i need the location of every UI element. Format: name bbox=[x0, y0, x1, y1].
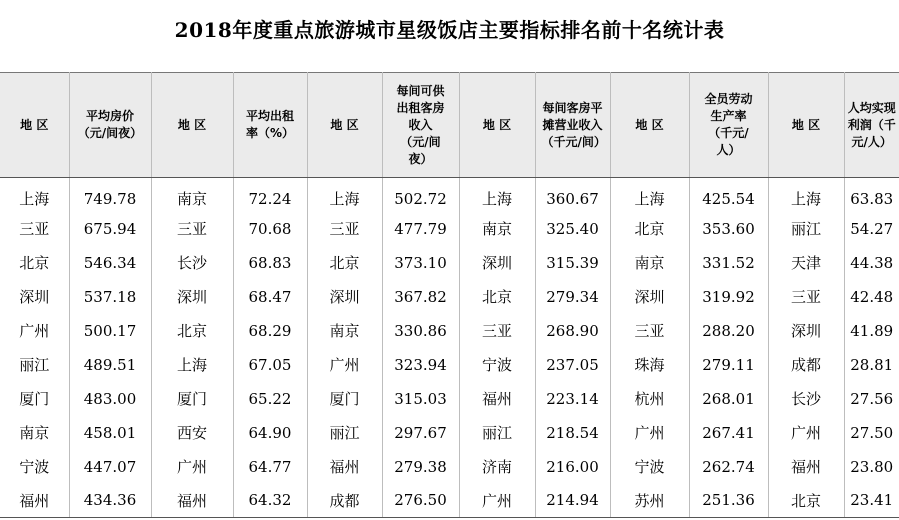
cell-region: 三亚 bbox=[768, 280, 844, 314]
cell-region: 北京 bbox=[768, 484, 844, 518]
cell-revenue-per-room: 279.34 bbox=[535, 280, 610, 314]
table-row bbox=[0, 416, 899, 450]
cell-region: 深圳 bbox=[459, 246, 535, 280]
cell-region: 北京 bbox=[459, 280, 535, 314]
cell-revpar: 297.67 bbox=[382, 416, 459, 450]
table-row bbox=[0, 178, 899, 212]
cell-labor-productivity: 279.11 bbox=[689, 348, 768, 382]
table-body bbox=[0, 178, 899, 518]
col-header-region bbox=[151, 73, 233, 178]
col-header-region bbox=[307, 73, 382, 178]
cell-profit-per-capita: 54.27 bbox=[844, 212, 899, 246]
cell-revenue-per-room: 216.00 bbox=[535, 450, 610, 484]
cell-region: 宁波 bbox=[459, 348, 535, 382]
col-header-label: 每间客房平摊营业收入（千元/间） bbox=[541, 100, 606, 149]
col-header-label: 地 区 bbox=[20, 117, 49, 132]
cell-region: 西安 bbox=[151, 416, 233, 450]
cell-region: 北京 bbox=[151, 314, 233, 348]
cell-region: 南京 bbox=[459, 212, 535, 246]
cell-occupancy-rate: 68.83 bbox=[233, 246, 307, 280]
table-row bbox=[0, 450, 899, 484]
cell-region: 福州 bbox=[459, 382, 535, 416]
cell-avg-room-price: 483.00 bbox=[69, 382, 151, 416]
statistics-table bbox=[0, 72, 899, 518]
col-header-region bbox=[0, 73, 69, 178]
cell-region: 广州 bbox=[307, 348, 382, 382]
cell-labor-productivity: 262.74 bbox=[689, 450, 768, 484]
cell-region: 广州 bbox=[0, 314, 69, 348]
col-header-revenue-per-room bbox=[535, 73, 610, 178]
cell-region: 上海 bbox=[768, 178, 844, 212]
cell-region: 北京 bbox=[307, 246, 382, 280]
cell-region: 深圳 bbox=[0, 280, 69, 314]
cell-region: 成都 bbox=[768, 348, 844, 382]
col-header-profit-per-capita bbox=[844, 73, 899, 178]
cell-revenue-per-room: 214.94 bbox=[535, 484, 610, 518]
cell-region: 珠海 bbox=[610, 348, 689, 382]
cell-region: 宁波 bbox=[610, 450, 689, 484]
col-header-label: 地 区 bbox=[635, 117, 664, 132]
cell-region: 上海 bbox=[307, 178, 382, 212]
col-header-label: 地 区 bbox=[330, 117, 359, 132]
cell-revenue-per-room: 237.05 bbox=[535, 348, 610, 382]
cell-region: 厦门 bbox=[307, 382, 382, 416]
cell-profit-per-capita: 41.89 bbox=[844, 314, 899, 348]
cell-revpar: 477.79 bbox=[382, 212, 459, 246]
cell-region: 深圳 bbox=[610, 280, 689, 314]
cell-region: 济南 bbox=[459, 450, 535, 484]
cell-avg-room-price: 537.18 bbox=[69, 280, 151, 314]
cell-revenue-per-room: 218.54 bbox=[535, 416, 610, 450]
cell-profit-per-capita: 28.81 bbox=[844, 348, 899, 382]
col-header-label: 地 区 bbox=[482, 117, 512, 132]
cell-labor-productivity: 267.41 bbox=[689, 416, 768, 450]
cell-revenue-per-room: 223.14 bbox=[535, 382, 610, 416]
cell-occupancy-rate: 64.90 bbox=[233, 416, 307, 450]
col-header-revpar bbox=[382, 73, 459, 178]
cell-region: 三亚 bbox=[307, 212, 382, 246]
cell-occupancy-rate: 64.32 bbox=[233, 484, 307, 518]
cell-avg-room-price: 546.34 bbox=[69, 246, 151, 280]
cell-avg-room-price: 675.94 bbox=[69, 212, 151, 246]
cell-region: 厦门 bbox=[0, 382, 69, 416]
cell-region: 北京 bbox=[610, 212, 689, 246]
cell-revpar: 367.82 bbox=[382, 280, 459, 314]
col-header-occupancy-rate bbox=[233, 73, 307, 178]
table-row bbox=[0, 314, 899, 348]
cell-revenue-per-room: 268.90 bbox=[535, 314, 610, 348]
col-header-region bbox=[768, 73, 844, 178]
cell-region: 丽江 bbox=[0, 348, 69, 382]
cell-region: 广州 bbox=[459, 484, 535, 518]
cell-region: 福州 bbox=[0, 484, 69, 518]
cell-region: 上海 bbox=[0, 178, 69, 212]
cell-revpar: 502.72 bbox=[382, 178, 459, 212]
col-header-region bbox=[459, 73, 535, 178]
cell-occupancy-rate: 67.05 bbox=[233, 348, 307, 382]
cell-revpar: 315.03 bbox=[382, 382, 459, 416]
col-header-label: 平均出租率（%） bbox=[245, 109, 295, 140]
cell-profit-per-capita: 23.80 bbox=[844, 450, 899, 484]
cell-profit-per-capita: 42.48 bbox=[844, 280, 899, 314]
cell-occupancy-rate: 68.29 bbox=[233, 314, 307, 348]
col-header-label: 平均房价（元/间夜） bbox=[77, 109, 143, 140]
cell-avg-room-price: 434.36 bbox=[69, 484, 151, 518]
cell-region: 厦门 bbox=[151, 382, 233, 416]
cell-occupancy-rate: 72.24 bbox=[233, 178, 307, 212]
cell-avg-room-price: 447.07 bbox=[69, 450, 151, 484]
cell-occupancy-rate: 70.68 bbox=[233, 212, 307, 246]
cell-region: 三亚 bbox=[151, 212, 233, 246]
cell-labor-productivity: 319.92 bbox=[689, 280, 768, 314]
col-header-label: 地 区 bbox=[177, 117, 207, 132]
cell-region: 长沙 bbox=[768, 382, 844, 416]
cell-occupancy-rate: 65.22 bbox=[233, 382, 307, 416]
cell-region: 南京 bbox=[0, 416, 69, 450]
cell-region: 广州 bbox=[610, 416, 689, 450]
cell-region: 苏州 bbox=[610, 484, 689, 518]
cell-region: 深圳 bbox=[307, 280, 382, 314]
cell-region: 三亚 bbox=[459, 314, 535, 348]
cell-region: 南京 bbox=[307, 314, 382, 348]
cell-region: 杭州 bbox=[610, 382, 689, 416]
table-row bbox=[0, 212, 899, 246]
cell-revpar: 330.86 bbox=[382, 314, 459, 348]
cell-region: 广州 bbox=[151, 450, 233, 484]
cell-occupancy-rate: 68.47 bbox=[233, 280, 307, 314]
cell-region: 南京 bbox=[151, 178, 233, 212]
cell-region: 上海 bbox=[151, 348, 233, 382]
table-row bbox=[0, 348, 899, 382]
table-row bbox=[0, 484, 899, 518]
cell-avg-room-price: 489.51 bbox=[69, 348, 151, 382]
cell-avg-room-price: 749.78 bbox=[69, 178, 151, 212]
cell-region: 丽江 bbox=[459, 416, 535, 450]
cell-labor-productivity: 268.01 bbox=[689, 382, 768, 416]
cell-region: 成都 bbox=[307, 484, 382, 518]
col-header-avg-room-price bbox=[69, 73, 151, 178]
cell-labor-productivity: 425.54 bbox=[689, 178, 768, 212]
col-header-label: 每间可供出租客房收入（元/间夜） bbox=[396, 83, 445, 166]
cell-region: 深圳 bbox=[151, 280, 233, 314]
cell-region: 南京 bbox=[610, 246, 689, 280]
cell-region: 宁波 bbox=[0, 450, 69, 484]
cell-labor-productivity: 288.20 bbox=[689, 314, 768, 348]
col-header-label: 全员劳动生产率（千元/人） bbox=[704, 92, 753, 157]
cell-labor-productivity: 251.36 bbox=[689, 484, 768, 518]
cell-region: 三亚 bbox=[0, 212, 69, 246]
cell-labor-productivity: 353.60 bbox=[689, 212, 768, 246]
cell-profit-per-capita: 23.41 bbox=[844, 484, 899, 518]
header-row bbox=[0, 73, 899, 178]
table-row bbox=[0, 382, 899, 416]
cell-region: 天津 bbox=[768, 246, 844, 280]
table-row bbox=[0, 280, 899, 314]
table-title: 2018年度重点旅游城市星级饭店主要指标排名前十名统计表 bbox=[174, 18, 725, 42]
cell-region: 福州 bbox=[768, 450, 844, 484]
cell-profit-per-capita: 63.83 bbox=[844, 178, 899, 212]
cell-region: 深圳 bbox=[768, 314, 844, 348]
cell-region: 北京 bbox=[0, 246, 69, 280]
cell-revenue-per-room: 325.40 bbox=[535, 212, 610, 246]
col-header-label: 人均实现利润（千元/人） bbox=[847, 100, 896, 149]
col-header-label: 地 区 bbox=[791, 117, 821, 132]
cell-profit-per-capita: 27.56 bbox=[844, 382, 899, 416]
cell-region: 福州 bbox=[151, 484, 233, 518]
cell-occupancy-rate: 64.77 bbox=[233, 450, 307, 484]
cell-region: 上海 bbox=[610, 178, 689, 212]
cell-region: 三亚 bbox=[610, 314, 689, 348]
cell-labor-productivity: 331.52 bbox=[689, 246, 768, 280]
cell-revpar: 323.94 bbox=[382, 348, 459, 382]
cell-revenue-per-room: 315.39 bbox=[535, 246, 610, 280]
cell-revpar: 279.38 bbox=[382, 450, 459, 484]
cell-region: 丽江 bbox=[768, 212, 844, 246]
cell-revenue-per-room: 360.67 bbox=[535, 178, 610, 212]
table-row bbox=[0, 246, 899, 280]
col-header-region bbox=[610, 73, 689, 178]
cell-region: 福州 bbox=[307, 450, 382, 484]
cell-region: 上海 bbox=[459, 178, 535, 212]
cell-revpar: 276.50 bbox=[382, 484, 459, 518]
cell-profit-per-capita: 44.38 bbox=[844, 246, 899, 280]
cell-avg-room-price: 458.01 bbox=[69, 416, 151, 450]
cell-region: 长沙 bbox=[151, 246, 233, 280]
cell-profit-per-capita: 27.50 bbox=[844, 416, 899, 450]
cell-revpar: 373.10 bbox=[382, 246, 459, 280]
cell-region: 广州 bbox=[768, 416, 844, 450]
col-header-labor-productivity bbox=[689, 73, 768, 178]
cell-region: 丽江 bbox=[307, 416, 382, 450]
cell-avg-room-price: 500.17 bbox=[69, 314, 151, 348]
